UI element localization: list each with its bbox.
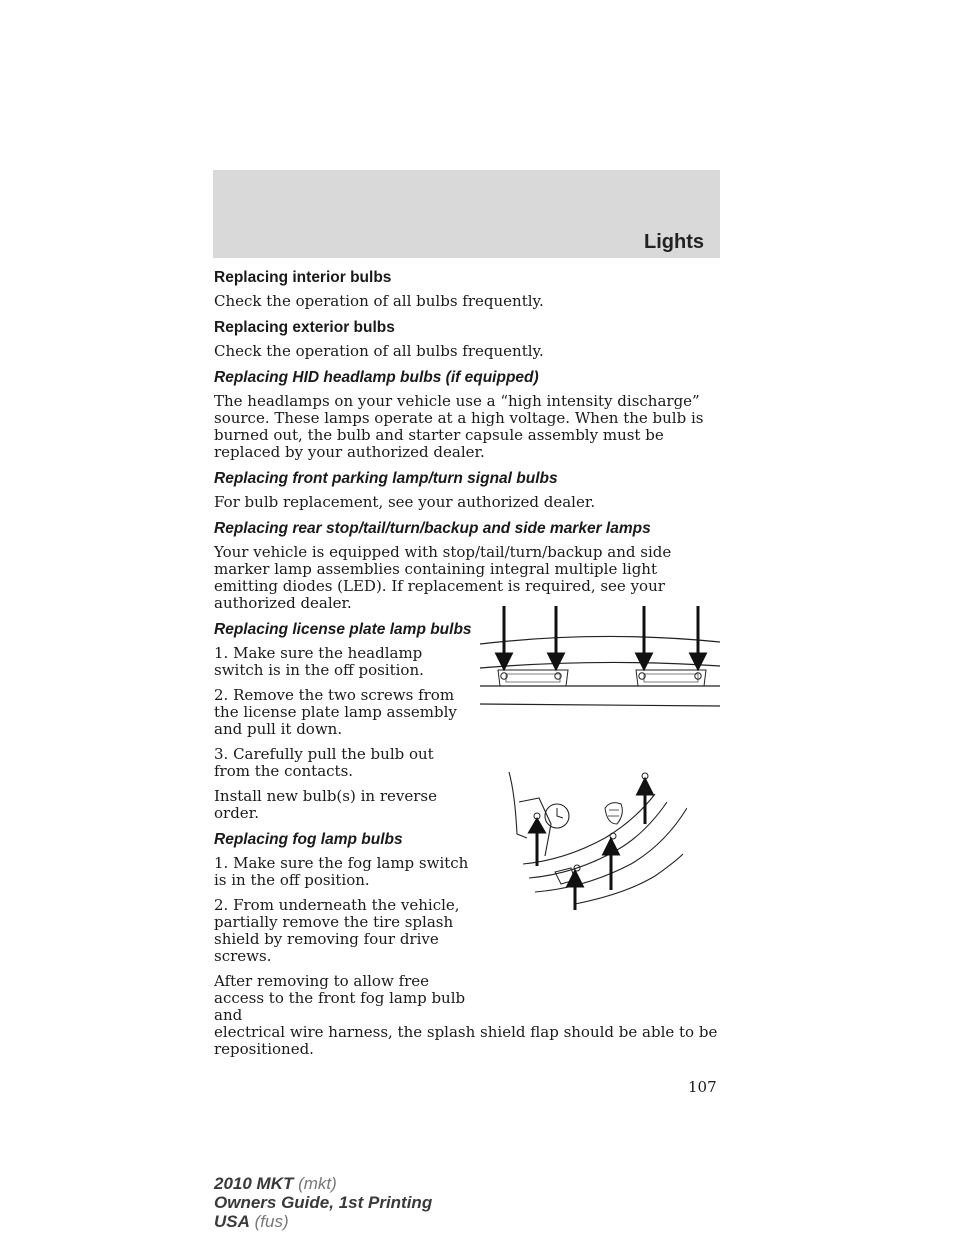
page-number: 107 bbox=[688, 1078, 717, 1096]
hid-text: The headlamps on your vehicle use a “high intensity discharge” source. These lamps operate at a high voltage. When the bulb is burned out, the bulb and starter capsule assembly must be replaced by your authorized dealer. bbox=[214, 392, 704, 461]
print-footer bbox=[214, 1174, 432, 1231]
exterior-text: Check the operation of all bulbs frequently. bbox=[214, 342, 544, 360]
exterior-heading: Replacing exterior bulbs bbox=[214, 319, 395, 336]
section-header-band bbox=[213, 170, 720, 258]
section-title: Lights bbox=[644, 231, 704, 253]
hid-heading: Replacing HID headlamp bulbs (if equipped) bbox=[214, 369, 539, 386]
fog-continuation: electrical wire harness, the splash shield flap should be able to be repositioned. bbox=[214, 1023, 718, 1058]
interior-text: Check the operation of all bulbs frequently. bbox=[214, 292, 544, 310]
front-lamp-text: For bulb replacement, see your authorized dealer. bbox=[214, 493, 596, 511]
front-lamp-heading: Replacing front parking lamp/turn signal bulbs bbox=[214, 470, 558, 487]
license-step: 3. Carefully pull the bulb out from the contacts. bbox=[214, 745, 434, 780]
fog-lamp-heading: Replacing fog lamp bulbs bbox=[214, 831, 403, 848]
license-step: 1. Make sure the headlamp switch is in the off position. bbox=[214, 644, 424, 679]
interior-heading: Replacing interior bulbs bbox=[214, 269, 392, 286]
license-lamp-heading: Replacing license plate lamp bulbs bbox=[214, 621, 472, 638]
footer-guide: Owners Guide, 1st Printing bbox=[214, 1193, 433, 1212]
license-step: 2. Remove the two screws from the license plate lamp assembly and pull it down. bbox=[214, 686, 457, 738]
footer-region: USA bbox=[214, 1212, 250, 1231]
license-plate-lamp-illustration bbox=[480, 606, 720, 710]
rear-lamp-text: Your vehicle is equipped with stop/tail/turn/backup and side marker lamp assemblies containing integral multiple light emitting diodes (LED). If replacement is required, see your authorized dealer. bbox=[214, 543, 672, 612]
rear-lamp-heading: Replacing rear stop/tail/turn/backup and side marker lamps bbox=[214, 520, 651, 537]
fog-lamp-illustration bbox=[505, 764, 687, 910]
fog-step: After removing to allow free access to the front fog lamp bulb and bbox=[214, 972, 466, 1024]
footer-model-code: (mkt) bbox=[298, 1174, 337, 1193]
footer-model: 2010 MKT bbox=[214, 1174, 294, 1193]
fog-step: 2. From underneath the vehicle, partially remove the tire splash shield by removing four drive screws. bbox=[214, 896, 460, 965]
footer-region-code: (fus) bbox=[254, 1212, 289, 1231]
fog-step: 1. Make sure the fog lamp switch is in the off position. bbox=[214, 854, 469, 889]
license-step: Install new bulb(s) in reverse order. bbox=[214, 787, 437, 822]
